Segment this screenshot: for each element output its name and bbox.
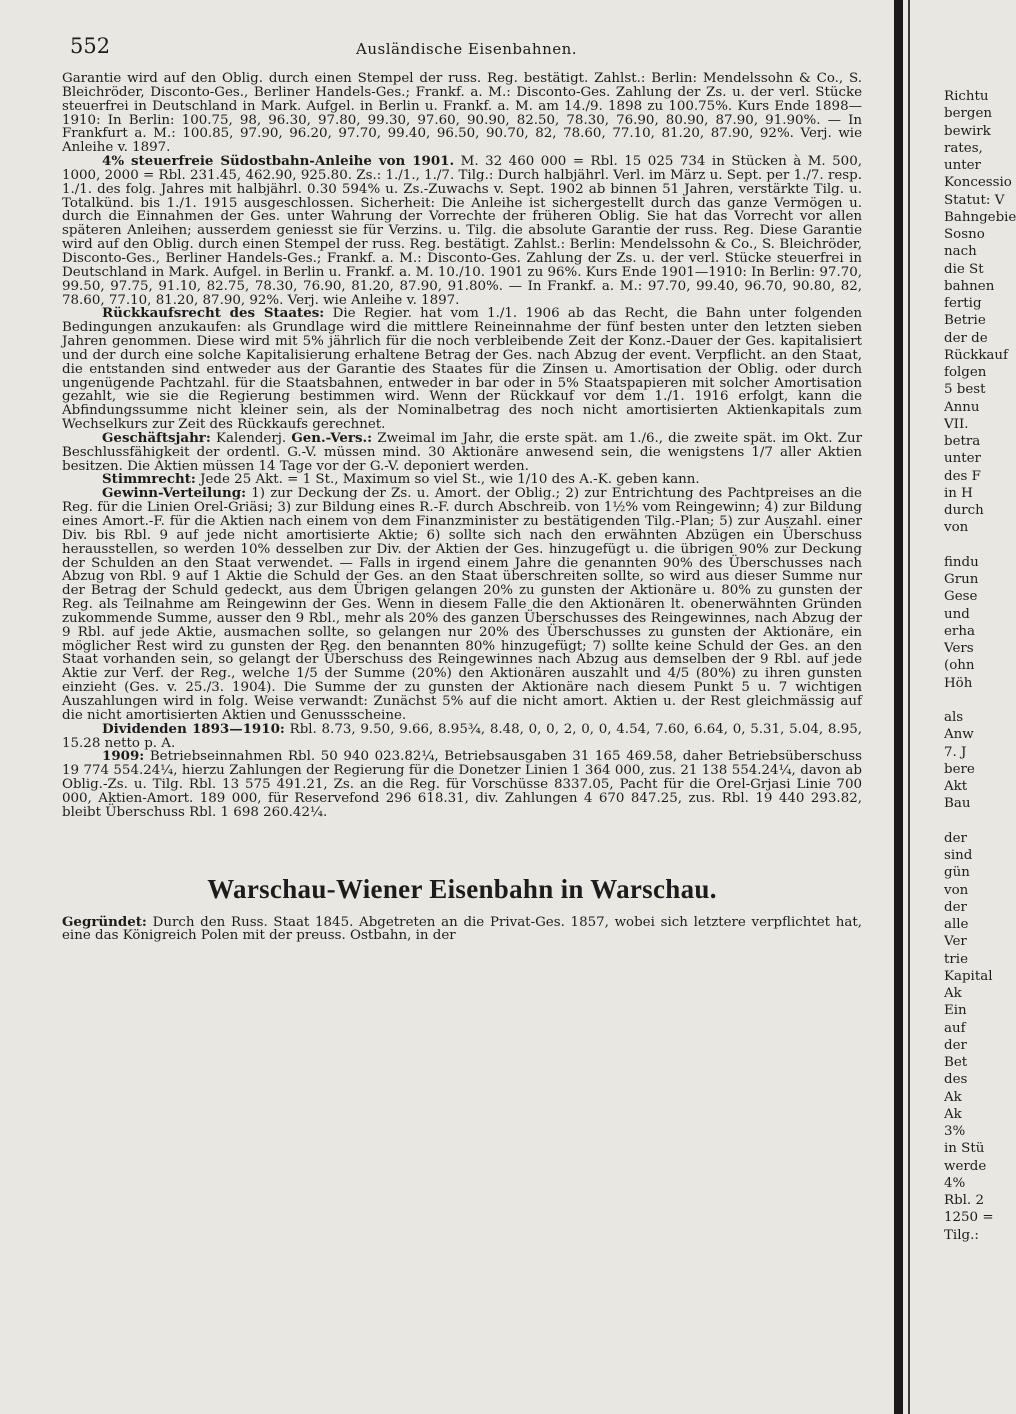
right-fragment-line: (ohn — [944, 658, 975, 674]
right-fragment-line: der — [944, 830, 967, 846]
right-fragment-line: in H — [944, 485, 973, 501]
right-fragment-line: durch — [944, 503, 984, 518]
right-fragment-line: als — [944, 710, 964, 725]
right-fragment-line: Richtu — [944, 89, 989, 104]
right-fragment-line: Ak — [944, 986, 962, 1001]
right-fragment-line: Annu — [944, 399, 980, 415]
loan-text: M. 32 460 000 = Rbl. 15 025 734 in Stücken à M. 500, 1000, 2000 = Rbl. 231.45, 462.90, 925.80. Zs.: 1./1., 1./7. Tilg.: Durch halbjährl. Verl. im März u. Sept. per 1./7. resp. 1./1. des folg. Jahres mit halbjährl. 0.30 594% u. Zs.-Zuwachs v. Sept. 1902 ab binnen 51 Jahren, verstärkte Tilg. u. Totalkünd. bis 1./1. 1915 ausgeschlossen. Sicherheit: Die Anleihe ist sichergestellt durch das ganze Vermögen u. durch die Einnahmen der Ges. unter Wahrung der Vorrechte der früheren Oblig. Sie hat das Vorrecht vor allen späteren Anleihen; ausserdem geniesst sie für Verzins. u. Tilg. die absolute Garantie der russ. Reg. Diese Garantie wird auf den Oblig. durch einen Stempel der russ. Reg. bestätigt. Zahlst.: Berlin: Mendelssohn & Co., S. Bleichröder, Disconto-Ges., Berliner Handels-Ges.; Frankf. a. M.: Disconto-Ges. Zahlung der Zs. u. der verl. Stücke steuerfrei in Deutschland in Mark. Aufgel. in Berlin u. Frankf. a. M. 10./10. 1901 zu 96%. Kurs Ende 1901—1910: In Berlin: 97.70, 99.50, 97.75, 91.10, 82.75, 78.30, 76.90, 81.20, 87.90, 91.80%. — In Frankf. a. M.: 97.70, 99.40, 96.70, 90.80, 82, 78.60, 77.10, 81.20, 87.90, 92%. Verj. wie Anleihe v. 1897. — [62, 154, 862, 308]
paragraph-dividenden — [62, 720, 863, 751]
adjacent-page-fragments — [944, 0, 1016, 1414]
right-fragment-line: gün — [944, 865, 970, 881]
right-fragment-line: Ein — [944, 1003, 967, 1019]
right-fragment-line: bahnen — [944, 278, 995, 294]
right-fragment-line: rates, — [944, 140, 983, 156]
right-fragment-line: bergen — [944, 106, 993, 122]
paragraph-gegruendet — [62, 913, 862, 944]
gegruendet-heading: Gegründet: — [62, 913, 147, 930]
right-fragment-line: werde — [944, 1158, 987, 1174]
right-fragment-line: Statut: V — [944, 192, 1005, 208]
dividenden-heading: Dividenden 1893—1910: — [102, 720, 285, 737]
right-fragment-line: Tilg.: — [944, 1227, 979, 1243]
right-fragment-line: folgen — [944, 365, 987, 380]
right-fragment-line: Bet — [944, 1055, 968, 1070]
column-divider — [894, 0, 903, 1414]
right-fragment-line: fertig — [944, 296, 982, 311]
paragraph-gewinn-verteilung — [62, 487, 862, 722]
geschaeftsjahr-text: Kalenderj. — [216, 430, 287, 446]
right-fragment-line: findu — [944, 554, 979, 570]
right-fragment-line: Gese — [944, 589, 978, 605]
right-fragment-line: Koncessio — [944, 175, 1012, 191]
right-fragment-line: Ver — [944, 934, 967, 950]
right-fragment-line: und — [944, 606, 970, 622]
paragraph-rueckkauf — [62, 307, 862, 432]
right-fragment-line: in Stü — [944, 1141, 985, 1157]
paragraph-1909 — [62, 750, 862, 819]
right-fragment-line: erha — [944, 623, 975, 639]
paragraph-loan-1901 — [62, 155, 862, 307]
paragraph-geschaeftsjahr — [62, 429, 862, 474]
right-fragment-line: Grun — [944, 572, 979, 587]
dividenden-text: Rbl. 8.73, 9.50, 9.66, 8.95¾, 8.48, 0, 0, 2, 0, 0, 4.54, 7.60, 6.64, 0, 5.31, 5.04, 8.95, 15.28 netto p. A. — [62, 721, 863, 751]
right-fragment-line: Rbl. 2 — [944, 1193, 984, 1208]
gen-vers-heading: Gen.-Vers.: — [291, 429, 373, 446]
rueckkauf-heading: Rückkaufsrecht des Staates: — [102, 305, 325, 322]
page-number: 552 — [70, 34, 111, 58]
right-fragment-line: Ak — [944, 1089, 962, 1105]
stimmrecht-text: Jede 25 Akt. = 1 St., Maximum so viel St., wie 1/10 des A.-K. geben kann. — [200, 472, 700, 488]
right-fragment-line: Rückkauf — [944, 347, 1008, 363]
right-fragment-line: 4% — [944, 1175, 966, 1191]
rueckkauf-text: Die Regier. hat vom 1./1. 1906 ab das Recht, die Bahn unter folgenden Bedingungen anzukaufen: als Grundlage wird die mittlere Reineinnahme der fünf besten unter den letzten sieben Jahren genommen. Diese wird mit 5% jährlich für die noch verbleibende Zeit der Konz.-Dauer der Ges. kapitalisiert und der durch eine solche Kapitalisierung erhaltene Betrag der Ges. nach Abzug der event. Verpflicht. an den Staat, die entstanden sind entweder aus der Garantie des Staates für die Zinsen u. Amortisation der Oblig. oder durch ungenügende Pachtzahl. für die Staatsbahnen, entweder in bar oder in 5% Staatspapieren mit solcher Amortisation gezahlt, wie sie die Regierung bestimmen wird. Wenn der Rückkauf vor dem 1./1. 1916 erfolgt, kann die Abfindungssumme nicht kleiner sein, als der Nominalbetrag des noch nicht amortisierten Aktienkapitals zum Wechselkurs zur Zeit des Rückkaufs gerechnet. — [62, 306, 863, 433]
gen-vers-text: Zweimal im Jahr, die erste spät. am 1./6., die zweite spät. im Okt. Zur Beschlussfähigkeit der ordentl. G.-V. müssen mind. 30 Aktionäre anwesend sein, die wenigstens 1/7 aller Aktien besitzen. Die Aktien müssen 14 Tage vor der G.-V. deponiert werden. — [62, 430, 862, 474]
right-fragment-line: Ak — [944, 1106, 962, 1122]
column-divider-thin — [908, 0, 910, 1414]
right-fragment-line: von — [944, 520, 969, 536]
year-1909-heading: 1909: — [102, 748, 145, 765]
right-fragment-line: Bau — [944, 796, 971, 812]
gewinn-text: 1) zur Deckung der Zs. u. Amort. der Oblig.; 2) zur Entrichtung des Pachtpreises an die Reg. für die Linien Orel-Griäsi; 3) zur Bildung eines R.-F. durch Abschreib. von 1½% vom Reingewinn; 4) zur Bildung eines Amort.-F. für die Aktien nach einem von dem Finanzminister zu bestätigenden Tilg.-Plan; 5) zur Auszahl. einer Div. bis Rbl. 9 auf jede nicht amortisierte Aktie; 6) sollte sich nach den erwähnten Abzügen ein Überschuss herausstellen, so werden 10% desselben zur Div. der Aktien der Ges. hinzugefügt u. die übrigen 90% zur Deckung der Schulden an den Staat verwendet. — Falls in irgend einem Jahre die genannten 90% des Überschusses nach Abzug von Rbl. 9 auf 1 Aktie die Schuld der Ges. an den Staat überschreiten sollte, so wird aus dieser Summe nur der Betrag der Schuld gedeckt, aus dem Übrigen gelangen 20% zu gunsten der Aktionäre u. 80% zu gunsten der Reg. als Teilnahme am Reingewinn der Ges. Wenn in diesem Falle die den Aktionären lt. obenerwähnten Gründen zukommende Summe, ausser den 9 Rbl., mehr als 20% des ganzen Überschusses des Reingewinnes, nach Abzug der 9 Rbl. auf jede Aktie, ausmachen sollte, so gelangen nur 20% des Überschusses zu gunsten der Aktionäre, ein möglicher Rest wird zu gunsten der Reg. den benannten 80% hinzugefügt; 7) sollte keine Schuld der Ges. an den Staat vorhanden sein, so gelangt der Überschuss des Reingewinnes nach Abzug aus demselben der 9 Rbl. auf jede Aktie zur Verf. der Reg., welche 1/5 der Summe (20%) den Aktionären auszahlt und 4/5 (80%) zu ihren gunsten einzieht (Ges. v. 25./3. 1904). Die Summe der zu gunsten der Aktionäre nach diesem Punkt 5 u. 7 wichtigen Auszahlungen wird in folg. Weise verwandt: Zunächst 5% auf die nicht amort. Aktien u. der Rest gleichmässig auf die nicht amortisierten Aktien und Genussscheine. — [62, 486, 862, 723]
right-fragment-line: des — [944, 1072, 968, 1088]
right-fragment-line: Sosno — [944, 227, 985, 242]
right-fragment-line: nach — [944, 244, 977, 260]
right-fragment-line: trie — [944, 951, 968, 967]
section-title: Warschau-Wiener Eisenbahn in Warschau. — [207, 873, 717, 904]
stimmrecht-heading: Stimmrecht: — [102, 471, 196, 488]
right-fragment-line: unter — [944, 451, 981, 467]
running-title: Ausländische Eisenbahnen. — [356, 40, 578, 58]
right-fragment-line: auf — [944, 1020, 966, 1036]
right-fragment-line: des F — [944, 468, 981, 484]
right-fragment-line: Bahngebie — [944, 209, 1016, 225]
right-fragment-line: alle — [944, 917, 969, 932]
right-fragment-line: Kapital — [944, 968, 993, 984]
main-text-column — [62, 72, 862, 1407]
year-1909-text: Betriebseinnahmen Rbl. 50 940 023.82¼, Betriebsausgaben 31 165 469.58, daher Betriebsüberschuss 19 774 554.24¼, hierzu Zahlungen der Regierung für die Donetzer Linien 1 364 000, zus. 21 138 554.24¼, davon ab Oblig.-Zs. u. Tilg. Rbl. 13 575 491.21, Zs. an die Reg. für Vorschüsse 8337.05, Pacht für die Orel-Grjasi Linie 700 000, Aktien-Amort. 189 000, für Reservefond 296 618.31, div. Zahlungen 4 670 847.25, zus. Rbl. 19 440 293.82, bleibt Überschuss Rbl. 1 698 260.42¼. — [62, 749, 862, 820]
right-fragment-line: bere — [944, 761, 975, 777]
right-fragment-line: Anw — [944, 727, 974, 743]
right-fragment-line: Betrie — [944, 313, 986, 329]
right-fragment-line: unter — [944, 158, 981, 173]
right-fragment-line: betra — [944, 434, 981, 449]
right-fragment-line: der — [944, 1037, 967, 1053]
paragraph-guarantee: Garantie wird auf den Oblig. durch einen Stempel der russ. Reg. bestätigt. Zahlst.: Berlin: Mendelssohn & Co., S. Bleichröder, Disconto-Ges., Berliner Handels-Ges.; Frankf. a. M.: Disconto-Ges. Zahlung der Zs. u. der verl. Stücke steuerfrei in Deutschland in Mark. Aufgel. in Berlin u. Frankf. a. M. am 14./9. 1898 zu 100.75%. Kurs Ende 1898—1910: In Berlin: 100.75, 98, 96.30, 97.80, 99.30, 97.60, 90.90, 82.50, 78.30, 76.90, 80.90, 87.90, 91.90%. — In Frankfurt a. M.: 100.85, 97.90, 96.20, 97.70, 99.40, 96.50, 90.70, 82, 78.60, 77.10, 81.20, 87.90, 92%. Verj. wie Anleihe v. 1897. — [62, 71, 862, 156]
right-fragment-line: Vers — [944, 641, 974, 656]
loan-heading: 4% steuerfreie Südostbahn-Anleihe von 1901. — [102, 153, 455, 170]
gegruendet-text: Durch den Russ. Staat 1845. Abgetreten an die Privat-Ges. 1857, wobei sich letztere verpflichtet hat, eine das Königreich Polen mit der preuss. Ostbahn, in der — [62, 914, 862, 944]
right-fragment-line: 7. J — [944, 744, 967, 760]
right-fragment-line: bewirk — [944, 123, 991, 139]
right-fragment-line: Höh — [944, 675, 973, 691]
right-fragment-line: VII. — [944, 416, 969, 432]
right-fragment-line: 1250 = — [944, 1210, 994, 1226]
geschaeftsjahr-heading: Geschäftsjahr: — [102, 429, 211, 446]
right-fragment-line: 3% — [944, 1124, 966, 1139]
right-fragment-line: von — [944, 882, 969, 898]
right-fragment-line: der de — [944, 330, 988, 346]
right-fragment-line: der — [944, 899, 967, 915]
right-fragment-line: die St — [944, 261, 984, 277]
right-fragment-line: Akt — [944, 779, 968, 794]
gewinn-heading: Gewinn-Verteilung: — [102, 485, 247, 502]
right-fragment-line: sind — [944, 848, 973, 863]
right-fragment-line: 5 best — [944, 382, 986, 398]
